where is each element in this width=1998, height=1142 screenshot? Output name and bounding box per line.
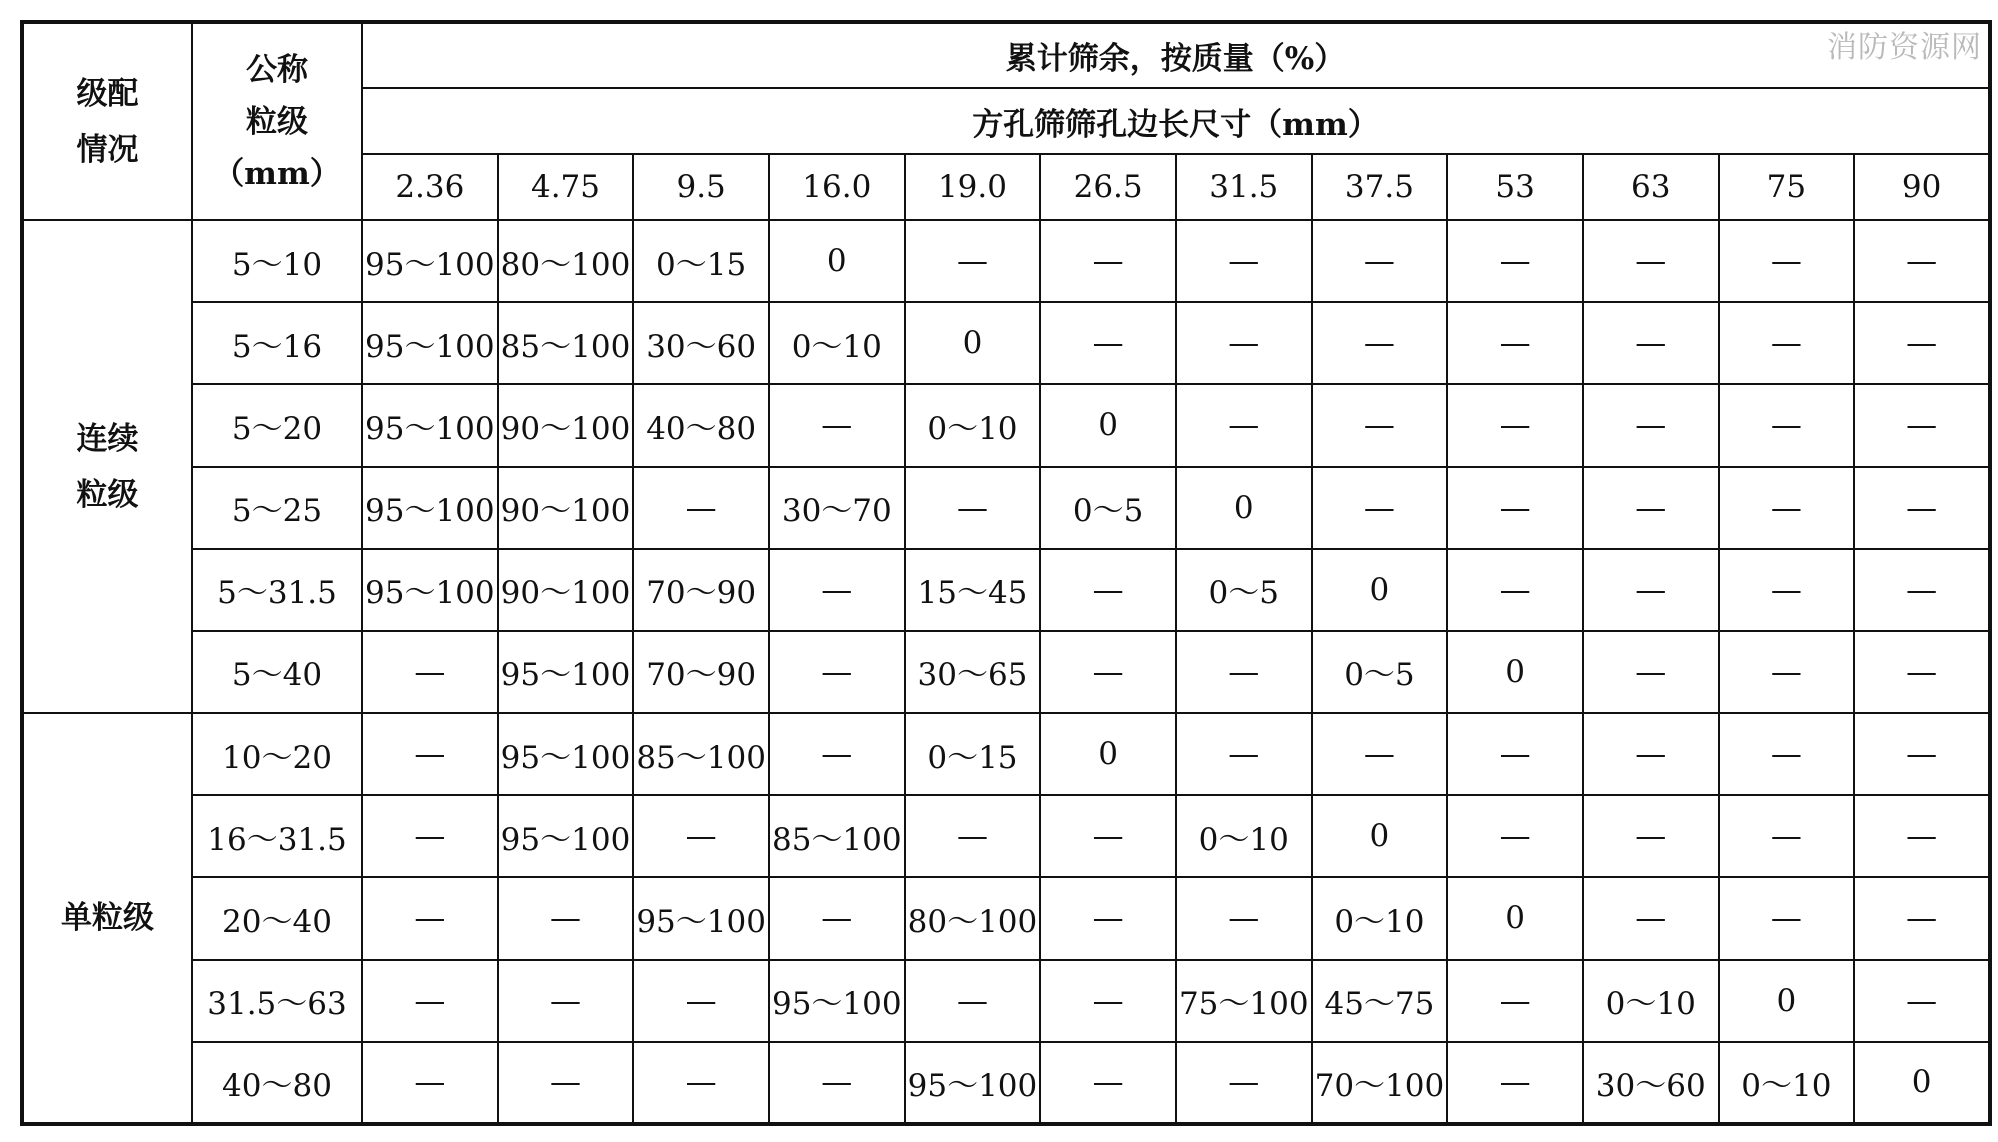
retained-value-cell: — xyxy=(1040,302,1176,384)
retained-value-cell: — xyxy=(633,1042,769,1124)
retained-value-cell: — xyxy=(1583,220,1719,302)
retained-value-cell: — xyxy=(1854,713,1990,795)
retained-value-cell: — xyxy=(1583,795,1719,877)
table-row xyxy=(22,795,1990,877)
retained-value-cell: — xyxy=(1312,713,1448,795)
retained-value-cell: 95～100 xyxy=(498,631,634,713)
retained-value-cell: — xyxy=(1040,220,1176,302)
retained-value-cell: 0～15 xyxy=(905,713,1041,795)
retained-value-cell: — xyxy=(1583,467,1719,549)
retained-value-cell: — xyxy=(905,220,1041,302)
sieve-size-cell: 2.36 xyxy=(362,154,498,220)
retained-value-cell: — xyxy=(1040,1042,1176,1124)
retained-value-cell: — xyxy=(1583,384,1719,466)
retained-value-cell: 0 xyxy=(1719,960,1855,1042)
table-row xyxy=(22,384,1990,466)
retained-value-cell: 70～90 xyxy=(633,549,769,631)
retained-value-cell: 30～65 xyxy=(905,631,1041,713)
sieve-size-header: 方孔筛筛孔边长尺寸（mm） xyxy=(362,88,1990,154)
retained-value-cell: 0～5 xyxy=(1312,631,1448,713)
retained-value-cell: — xyxy=(1312,220,1448,302)
retained-value-cell: — xyxy=(1719,631,1855,713)
sieve-size-cell: 63 xyxy=(1583,154,1719,220)
sieve-size-cell: 16.0 xyxy=(769,154,905,220)
retained-value-cell: — xyxy=(1312,302,1448,384)
retained-value-cell: — xyxy=(362,795,498,877)
retained-value-cell: — xyxy=(1040,795,1176,877)
cumulative-retained-header: 累计筛余，按质量（%） xyxy=(362,22,1990,88)
retained-value-cell: 0～10 xyxy=(769,302,905,384)
nominal-size-cell: 5～20 xyxy=(192,384,362,466)
retained-value-cell: 85～100 xyxy=(498,302,634,384)
retained-value-cell: — xyxy=(1312,384,1448,466)
grading-header-cell xyxy=(22,22,192,220)
table-row xyxy=(22,549,1990,631)
retained-value-cell: — xyxy=(362,1042,498,1124)
retained-value-cell: — xyxy=(1447,795,1583,877)
retained-value-cell: — xyxy=(1854,631,1990,713)
retained-value-cell: — xyxy=(1854,467,1990,549)
retained-value-cell: 0 xyxy=(1040,384,1176,466)
retained-value-cell: — xyxy=(633,960,769,1042)
retained-value-cell: 0 xyxy=(1312,795,1448,877)
retained-value-cell: — xyxy=(1854,302,1990,384)
retained-value-cell: — xyxy=(1583,302,1719,384)
retained-value-cell: — xyxy=(1176,384,1312,466)
retained-value-cell: — xyxy=(769,713,905,795)
retained-value-cell: — xyxy=(1447,549,1583,631)
retained-value-cell: — xyxy=(769,877,905,959)
retained-value-cell: 0 xyxy=(905,302,1041,384)
retained-value-cell: — xyxy=(362,877,498,959)
retained-value-cell: 0 xyxy=(1854,1042,1990,1124)
nominal-size-cell: 31.5～63 xyxy=(192,960,362,1042)
retained-value-cell: — xyxy=(1040,631,1176,713)
retained-value-cell: — xyxy=(1176,302,1312,384)
nominal-size-cell: 16～31.5 xyxy=(192,795,362,877)
retained-value-cell: 95～100 xyxy=(362,220,498,302)
retained-value-cell: — xyxy=(1176,631,1312,713)
retained-value-cell: — xyxy=(1040,877,1176,959)
table-row xyxy=(22,877,1990,959)
sieve-size-cell: 53 xyxy=(1447,154,1583,220)
retained-value-cell: 0 xyxy=(1447,877,1583,959)
retained-value-cell: 95～100 xyxy=(905,1042,1041,1124)
retained-value-cell: 95～100 xyxy=(498,795,634,877)
sieve-size-cell: 9.5 xyxy=(633,154,769,220)
retained-value-cell: 80～100 xyxy=(905,877,1041,959)
nominal-size-cell: 40～80 xyxy=(192,1042,362,1124)
nominal-size-cell: 20～40 xyxy=(192,877,362,959)
retained-value-cell: 0～10 xyxy=(1312,877,1448,959)
retained-value-cell: — xyxy=(1854,795,1990,877)
retained-value-cell: — xyxy=(1719,220,1855,302)
retained-value-cell: — xyxy=(498,1042,634,1124)
retained-value-cell: — xyxy=(1854,960,1990,1042)
retained-value-cell: 30～60 xyxy=(633,302,769,384)
retained-value-cell: — xyxy=(1176,220,1312,302)
aggregate-grading-table xyxy=(20,20,1992,1126)
retained-value-cell: 30～60 xyxy=(1583,1042,1719,1124)
retained-value-cell: 0～10 xyxy=(905,384,1041,466)
retained-value-cell: — xyxy=(1719,877,1855,959)
retained-value-cell: — xyxy=(1854,549,1990,631)
retained-value-cell: — xyxy=(1854,220,1990,302)
retained-value-cell: 0 xyxy=(1040,713,1176,795)
retained-value-cell: — xyxy=(1447,467,1583,549)
retained-value-cell: — xyxy=(1854,384,1990,466)
retained-value-cell: 45～75 xyxy=(1312,960,1448,1042)
retained-value-cell: 80～100 xyxy=(498,220,634,302)
retained-value-cell: 0 xyxy=(1447,631,1583,713)
retained-value-cell: 0～15 xyxy=(633,220,769,302)
watermark-text: 消防资源网 xyxy=(1827,30,1982,65)
retained-value-cell: — xyxy=(1719,302,1855,384)
retained-value-cell: — xyxy=(1176,877,1312,959)
retained-value-cell: — xyxy=(1719,795,1855,877)
retained-value-cell: — xyxy=(905,795,1041,877)
grading-group-cell xyxy=(22,220,192,713)
retained-value-cell: — xyxy=(1447,960,1583,1042)
table-row xyxy=(22,220,1990,302)
nominal-size-cell: 5～25 xyxy=(192,467,362,549)
retained-value-cell: — xyxy=(769,631,905,713)
retained-value-cell: — xyxy=(1719,467,1855,549)
retained-value-cell: 90～100 xyxy=(498,467,634,549)
retained-value-cell: — xyxy=(498,960,634,1042)
retained-value-cell: 75～100 xyxy=(1176,960,1312,1042)
retained-value-cell: — xyxy=(1040,549,1176,631)
retained-value-cell: — xyxy=(1719,549,1855,631)
sieve-size-cell: 31.5 xyxy=(1176,154,1312,220)
retained-value-cell: — xyxy=(1312,467,1448,549)
retained-value-cell: — xyxy=(1447,302,1583,384)
retained-value-cell: — xyxy=(1176,1042,1312,1124)
retained-value-cell: — xyxy=(1583,877,1719,959)
sieve-size-cell: 26.5 xyxy=(1040,154,1176,220)
retained-value-cell: 0 xyxy=(1312,549,1448,631)
retained-value-cell: — xyxy=(905,467,1041,549)
retained-value-cell: — xyxy=(362,713,498,795)
retained-value-cell: — xyxy=(769,384,905,466)
table-body xyxy=(22,220,1990,1124)
retained-value-cell: 0～10 xyxy=(1719,1042,1855,1124)
grading-group-label: 连续 粒级 xyxy=(76,420,139,513)
sieve-size-cell: 19.0 xyxy=(905,154,1041,220)
retained-value-cell: 95～100 xyxy=(498,713,634,795)
table-row xyxy=(22,960,1990,1042)
retained-value-cell: 95～100 xyxy=(362,549,498,631)
retained-value-cell: — xyxy=(769,549,905,631)
retained-value-cell: — xyxy=(633,467,769,549)
retained-value-cell: 90～100 xyxy=(498,549,634,631)
retained-value-cell: 90～100 xyxy=(498,384,634,466)
nominal-size-cell: 10～20 xyxy=(192,713,362,795)
retained-value-cell: 0～5 xyxy=(1040,467,1176,549)
retained-value-cell: — xyxy=(1447,713,1583,795)
retained-value-cell: 95～100 xyxy=(362,467,498,549)
retained-value-cell: — xyxy=(1447,220,1583,302)
retained-value-cell: — xyxy=(1583,549,1719,631)
retained-value-cell: — xyxy=(633,795,769,877)
retained-value-cell: 0～10 xyxy=(1176,795,1312,877)
table-row xyxy=(22,467,1990,549)
nominal-size-header-label: 公称 粒级 （mm） xyxy=(213,51,341,192)
retained-value-cell: 95～100 xyxy=(769,960,905,1042)
retained-value-cell: — xyxy=(1854,877,1990,959)
table-row xyxy=(22,713,1990,795)
retained-value-cell: 0～10 xyxy=(1583,960,1719,1042)
retained-value-cell: — xyxy=(1583,713,1719,795)
retained-value-cell: — xyxy=(1447,384,1583,466)
retained-value-cell: — xyxy=(1447,1042,1583,1124)
grading-header-label: 级配 情况 xyxy=(76,75,139,168)
retained-value-cell: 85～100 xyxy=(769,795,905,877)
retained-value-cell: — xyxy=(362,960,498,1042)
retained-value-cell: — xyxy=(1719,384,1855,466)
retained-value-cell: 0 xyxy=(1176,467,1312,549)
retained-value-cell: 95～100 xyxy=(633,877,769,959)
sieve-size-cell: 75 xyxy=(1719,154,1855,220)
sieve-size-cell: 4.75 xyxy=(498,154,634,220)
retained-value-cell: 30～70 xyxy=(769,467,905,549)
retained-value-cell: 95～100 xyxy=(362,384,498,466)
retained-value-cell: — xyxy=(1176,713,1312,795)
nominal-size-cell: 5～40 xyxy=(192,631,362,713)
retained-value-cell: — xyxy=(1040,960,1176,1042)
nominal-size-cell: 5～10 xyxy=(192,220,362,302)
sieve-size-cell: 37.5 xyxy=(1312,154,1448,220)
table-row xyxy=(22,1042,1990,1124)
retained-value-cell: — xyxy=(498,877,634,959)
grading-group-cell xyxy=(22,713,192,1124)
sieve-size-cell: 90 xyxy=(1854,154,1990,220)
nominal-size-cell: 5～31.5 xyxy=(192,549,362,631)
grading-group-label: 单粒级 xyxy=(61,900,154,937)
retained-value-cell: 70～90 xyxy=(633,631,769,713)
retained-value-cell: — xyxy=(1719,713,1855,795)
retained-value-cell: 15～45 xyxy=(905,549,1041,631)
retained-value-cell: 95～100 xyxy=(362,302,498,384)
nominal-size-header-cell xyxy=(192,22,362,220)
retained-value-cell: — xyxy=(1583,631,1719,713)
retained-value-cell: — xyxy=(905,960,1041,1042)
retained-value-cell: 40～80 xyxy=(633,384,769,466)
retained-value-cell: 70～100 xyxy=(1312,1042,1448,1124)
retained-value-cell: 0～5 xyxy=(1176,549,1312,631)
retained-value-cell: 85～100 xyxy=(633,713,769,795)
table-row xyxy=(22,302,1990,384)
retained-value-cell: — xyxy=(769,1042,905,1124)
nominal-size-cell: 5～16 xyxy=(192,302,362,384)
retained-value-cell: 0 xyxy=(769,220,905,302)
table-row xyxy=(22,631,1990,713)
retained-value-cell: — xyxy=(362,631,498,713)
